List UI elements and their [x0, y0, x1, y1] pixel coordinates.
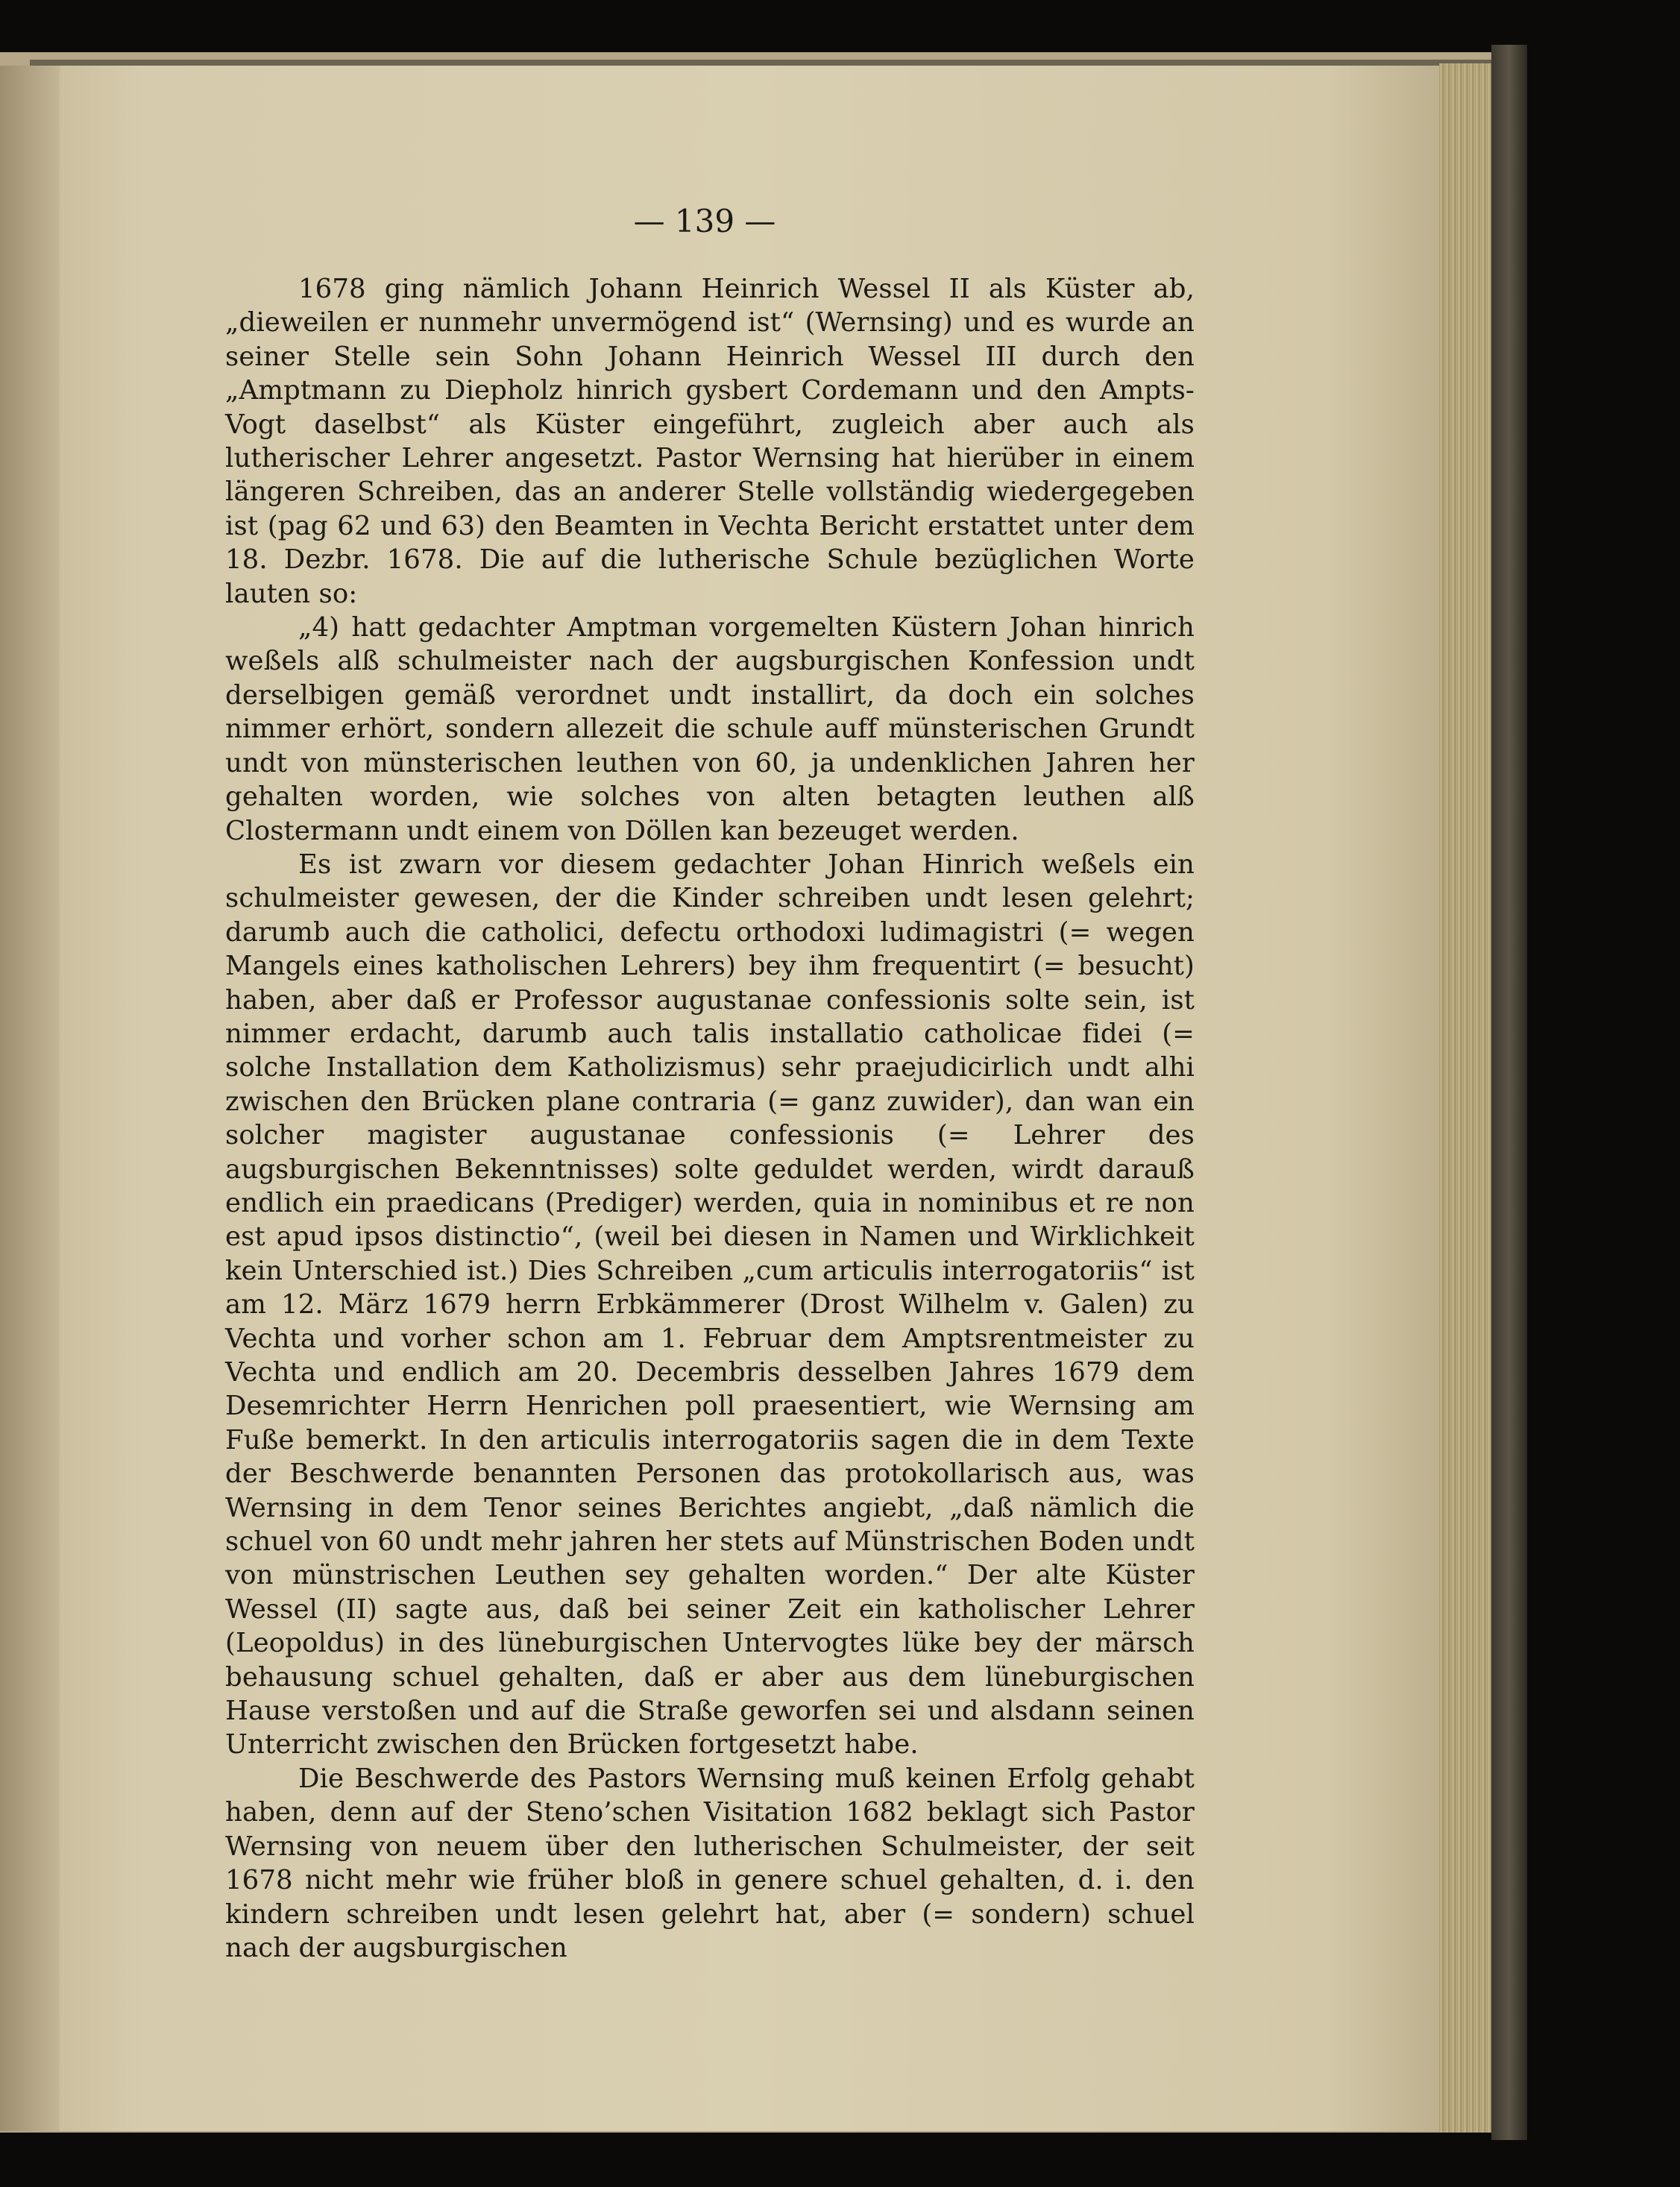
paragraph: Es ist zwarn vor diesem gedachter Johan Hinrich weßels ein schulmeister gewesen, der die Kinder schreiben undt lesen gelehrt; darumb auch die catholici, defectu orthodoxi ludimagistri (= wegen Mangels eines katholischen Lehrers) bey ihm frequentirt (= besucht) haben, aber daß er Professor augustanae confessionis solte sein, ist nimmer erdacht, darumb auch talis installatio catholicae fidei (= solche Installation dem Katholizismus) sehr praejudicirlich undt alhi zwischen den Brücken plane contraria (= ganz zuwider), dan wan ein solcher magister augustanae confessionis (= Lehrer des augsburgischen Bekenntnisses) solte geduldet werden, wirdt darauß endlich ein praedicans (Prediger) werden, quia in nominibus et re non est apud ipsos distinctio“, (weil bei diesen in Namen und Wirklichkeit kein Unterschied ist.) Dies Schreiben „cum articulis interrogatoriis“ ist am 12. März 1679 herrn Erbkämmerer (Drost Wilhelm v. Galen) zu Vechta und vorher schon am 1. Februar dem Amptsrentmeister zu Vechta und endlich am 20. Decembris desselben Jahres 1679 dem Desemrichter Herrn Henrichen poll praesentiert, wie Wernsing am Fuße bemerkt. In den articulis interrogatoriis sagen die in dem Texte der Beschwerde benannten Personen das protokollarisch aus, was Wernsing in dem Tenor seines Berichtes angiebt, „daß nämlich die schuel von 60 undt mehr jahren her stets auf Münstrischen Boden undt von münstrischen Leuthen sey gehalten worden.“ Der alte Küster Wessel (II) sagte aus, daß bei seiner Zeit ein katholischer Lehrer (Leopoldus) in des lüneburgischen Untervogtes lüke bey der märsch behausung schuel gehalten, daß er aber aus dem lüneburgischen Hause verstoßen und auf die Straße geworfen sei und alsdann seinen Unterricht zwischen den Brücken fortgesetzt habe.: [225, 849, 1195, 1760]
page-body: [225, 272, 1195, 1965]
left-page-edge: [0, 66, 60, 2131]
book-cover-edge: [1491, 45, 1527, 2140]
paragraph: Die Beschwerde des Pastors Wernsing muß keinen Erfolg gehabt haben, denn auf der Steno’schen Visitation 1682 beklagt sich Pastor Wernsing von neuem über den lutherischen Schulmeister, der seit 1678 nicht mehr wie früher bloß in genere schuel gehalten, d. i. den kindern schreiben undt lesen gelehrt hat, aber (= sondern) schuel nach der augsburgischen: [225, 1763, 1195, 1963]
paragraph: „4) hatt gedachter Amptman vorgemelten Küstern Johan hinrich weßels alß schulmeister nach der augsburgischen Konfession undt derselbigen gemäß verordnet undt installirt, da doch ein solches nimmer erhört, sondern allezeit die schule auff münsterischen Grundt undt von münsterischen leuthen von 60, ja undenklichen Jahren her gehalten worden, wie solches von alten betagten leuthen alß Clostermann undt einem von Döllen kan bezeuget werden.: [225, 612, 1195, 846]
page-number: — 139 —: [633, 203, 776, 239]
page-edges: [1439, 63, 1491, 2133]
paragraph: 1678 ging nämlich Johann Heinrich Wessel II als Küster ab, „dieweilen er nunmehr unvermögend ist“ (Wernsing) und es wurde an seiner Stelle sein Sohn Johann Heinrich Wessel III durch den „Amptmann zu Diepholz hinrich gysbert Cordemann und den Ampts-Vogt daselbst“ als Küster eingeführt, zugleich aber auch als lutherischer Lehrer angesetzt. Pastor Wernsing hat hierüber in einem längeren Schreiben, das an anderer Stelle vollständig wiedergegeben ist (pag 62 und 63) den Beamten in Vechta Bericht erstattet unter dem 18. Dezbr. 1678. Die auf die lutherische Schule bezüglichen Worte lauten so:: [225, 274, 1195, 609]
